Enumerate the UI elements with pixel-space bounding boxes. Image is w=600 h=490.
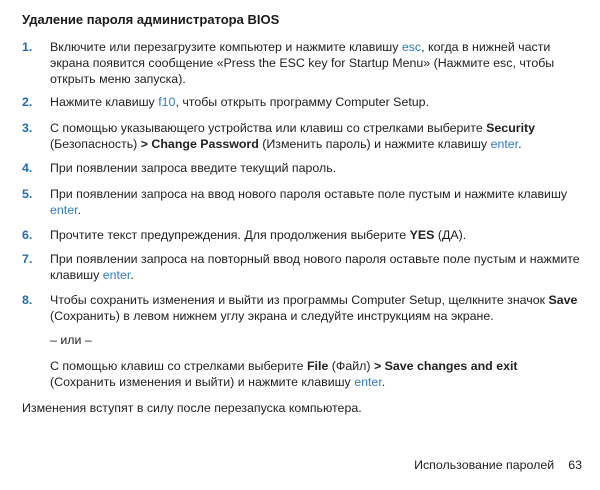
text-run: (Сохранить изменения и выйти) и нажмите клавишу	[50, 375, 355, 389]
step-number: 6.	[22, 228, 33, 242]
text-run: (Файл)	[328, 359, 374, 373]
text-run: .	[381, 375, 386, 389]
page-footer	[414, 457, 582, 473]
text-run: (ДА).	[434, 228, 467, 242]
text-run: (Изменить пароль) и нажмите клавишу	[258, 137, 491, 151]
text-run: (Сохранить) в левом нижнем углу экрана и следуйте инструкциям на экране.	[50, 309, 494, 323]
step-number: 1.	[22, 40, 33, 54]
text-run: Нажмите клавишу	[50, 95, 159, 109]
cut-off-previous-text	[0, 0, 600, 3]
text-run: .	[77, 203, 82, 217]
step-number: 5.	[22, 187, 33, 201]
text-run: .	[518, 137, 522, 151]
step-number: 2.	[22, 95, 33, 109]
page-number: 63	[568, 458, 582, 472]
step-text	[50, 160, 585, 176]
text-run: Чтобы сохранить изменения и выйти из программы Computer Setup, щелкните значок	[50, 293, 549, 307]
step-number: 8.	[22, 293, 33, 307]
step-text	[50, 186, 585, 218]
step-number: 7.	[22, 252, 33, 266]
step-number: 3.	[22, 121, 33, 135]
key-name: esc	[401, 40, 422, 54]
key-name: enter	[354, 375, 382, 389]
text-run: , когда в нижней части экрана появится сообщение «Press the ESC key for Startup Menu» (Нажмите esc, чтобы открыть меню запуска).	[50, 40, 555, 86]
footer-section-title: Использование паролей	[414, 458, 555, 472]
key-name: f10	[158, 95, 176, 109]
ui-term: > Change Password	[140, 137, 259, 151]
step-text	[50, 94, 585, 110]
text-run: , чтобы открыть программу Computer Setup.	[175, 95, 430, 109]
step-text	[50, 292, 585, 324]
key-name: enter	[50, 203, 78, 217]
text-run: При появлении запроса введите текущий пароль.	[50, 161, 337, 175]
text-run: Прочтите текст предупреждения. Для продолжения выберите	[50, 228, 410, 242]
ui-term: Save	[548, 293, 578, 307]
step-number: 4.	[22, 161, 33, 175]
alternative-step-text	[50, 358, 585, 390]
text-run: (Безопасность)	[50, 137, 141, 151]
text-run: Включите или перезагрузите компьютер и нажмите клавишу	[50, 40, 402, 54]
step-text	[50, 39, 585, 87]
text-run: При появлении запроса на ввод нового пароля оставьте поле пустым и нажмите клавишу	[50, 187, 568, 201]
text-run: При появлении запроса на повторный ввод нового пароля оставьте поле пустым и нажмите клавишу	[50, 252, 580, 282]
closing-note: Изменения вступят в силу после перезапуска компьютера.	[22, 401, 362, 415]
step-text	[50, 227, 585, 243]
ui-term: > Save changes and exit	[373, 359, 518, 373]
ui-term: File	[306, 359, 329, 373]
step-text	[50, 251, 585, 283]
step-text	[50, 120, 585, 152]
ui-term: YES	[409, 228, 435, 242]
or-separator: – или –	[50, 333, 92, 347]
section-heading: Удаление пароля администратора BIOS	[22, 12, 280, 27]
text-run: С помощью клавиш со стрелками выберите	[50, 359, 307, 373]
key-name: enter	[102, 268, 131, 282]
text-run: С помощью указывающего устройства или клавиш со стрелками выберите	[50, 121, 487, 135]
text-run: .	[130, 268, 134, 282]
key-name: enter	[490, 137, 519, 151]
ui-term: Security	[486, 121, 536, 135]
